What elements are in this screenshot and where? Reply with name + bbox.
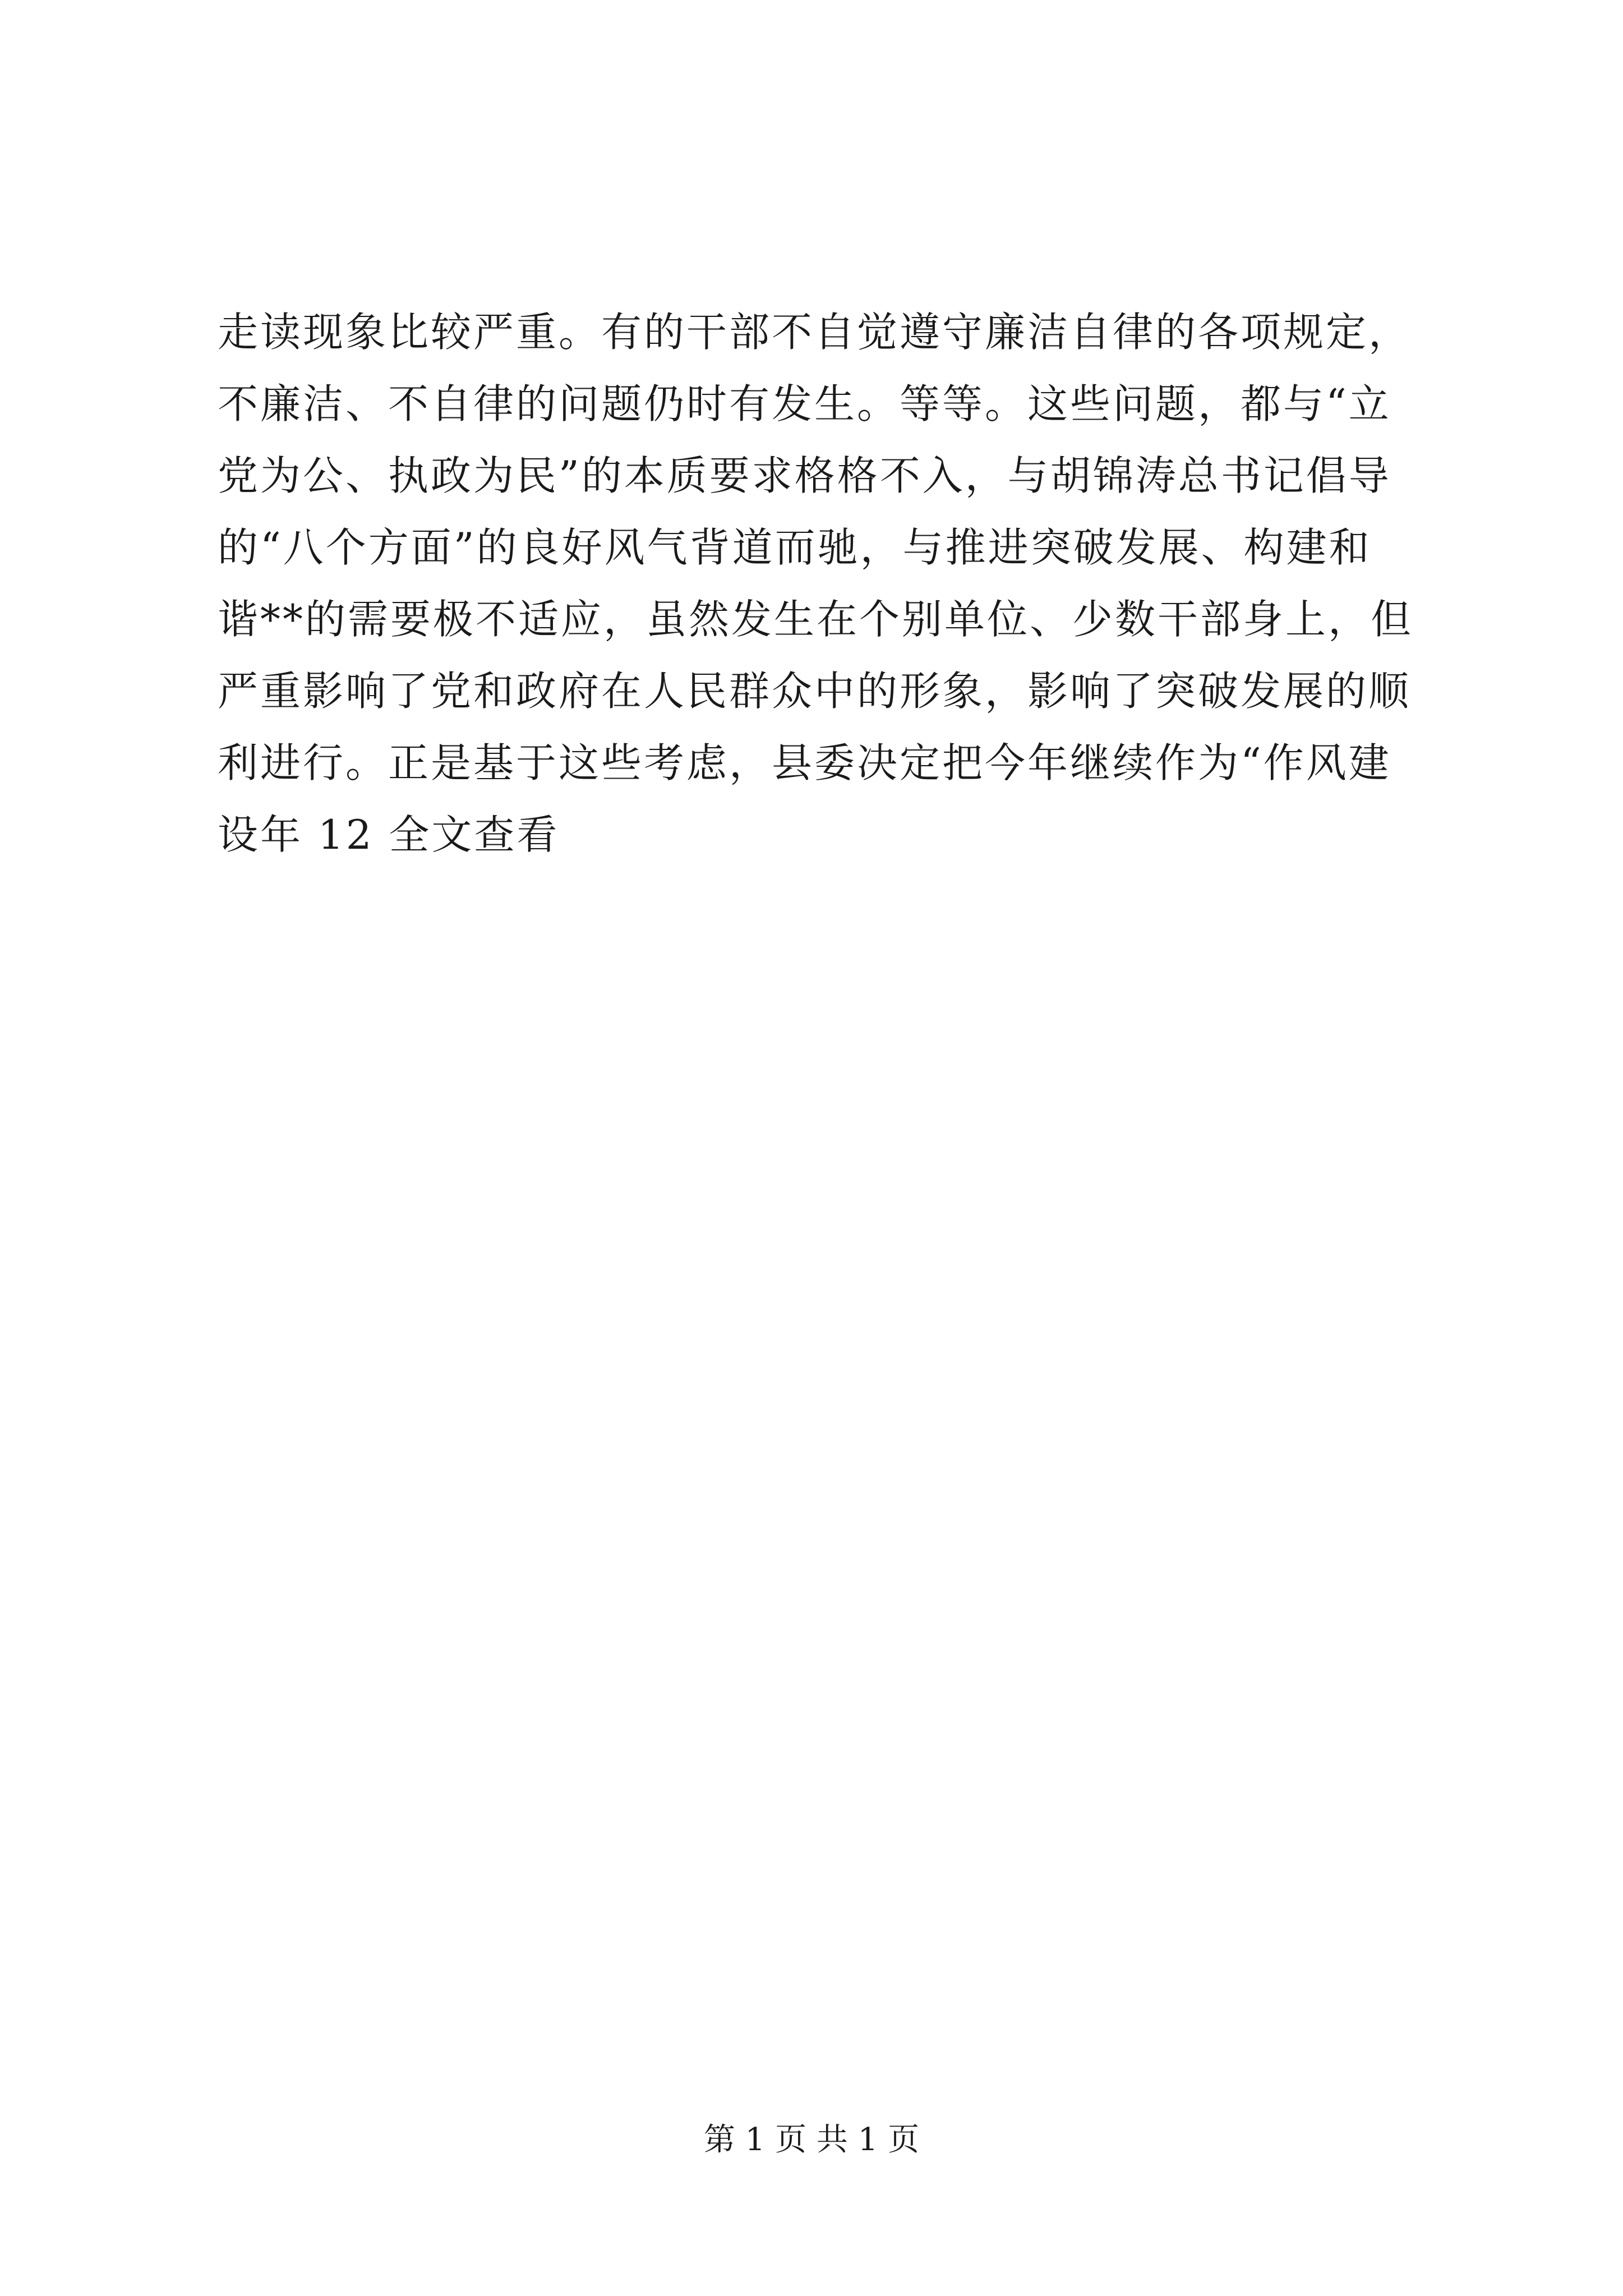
text-line: 的“八个方面”的良好风气背道而驰，与推进突破发展、构建和 — [218, 524, 1372, 571]
text-line: 党为公、执政为民”的本质要求格格不入，与胡锦涛总书记倡导 — [218, 452, 1391, 499]
text-line: 设年 12 全文查看 — [218, 811, 560, 858]
body-paragraph — [218, 296, 1412, 871]
text-line: 谐**的需要极不适应，虽然发生在个别单位、少数干部身上，但 — [218, 596, 1414, 643]
text-line: 利进行。正是基于这些考虑，县委决定把今年继续作为“作风建 — [218, 739, 1391, 786]
text-line: 不廉洁、不自律的问题仍时有发生。等等。这些问题，都与“立 — [218, 380, 1391, 427]
page-number-label: 第 1 页 共 1 页 — [703, 2122, 920, 2158]
text-line: 严重影响了党和政府在人民群众中的形象，影响了突破发展的顺 — [218, 668, 1412, 715]
page-footer — [0, 2120, 1623, 2160]
text-line: 走读现象比较严重。有的干部不自觉遵守廉洁自律的各项规定， — [218, 309, 1412, 356]
